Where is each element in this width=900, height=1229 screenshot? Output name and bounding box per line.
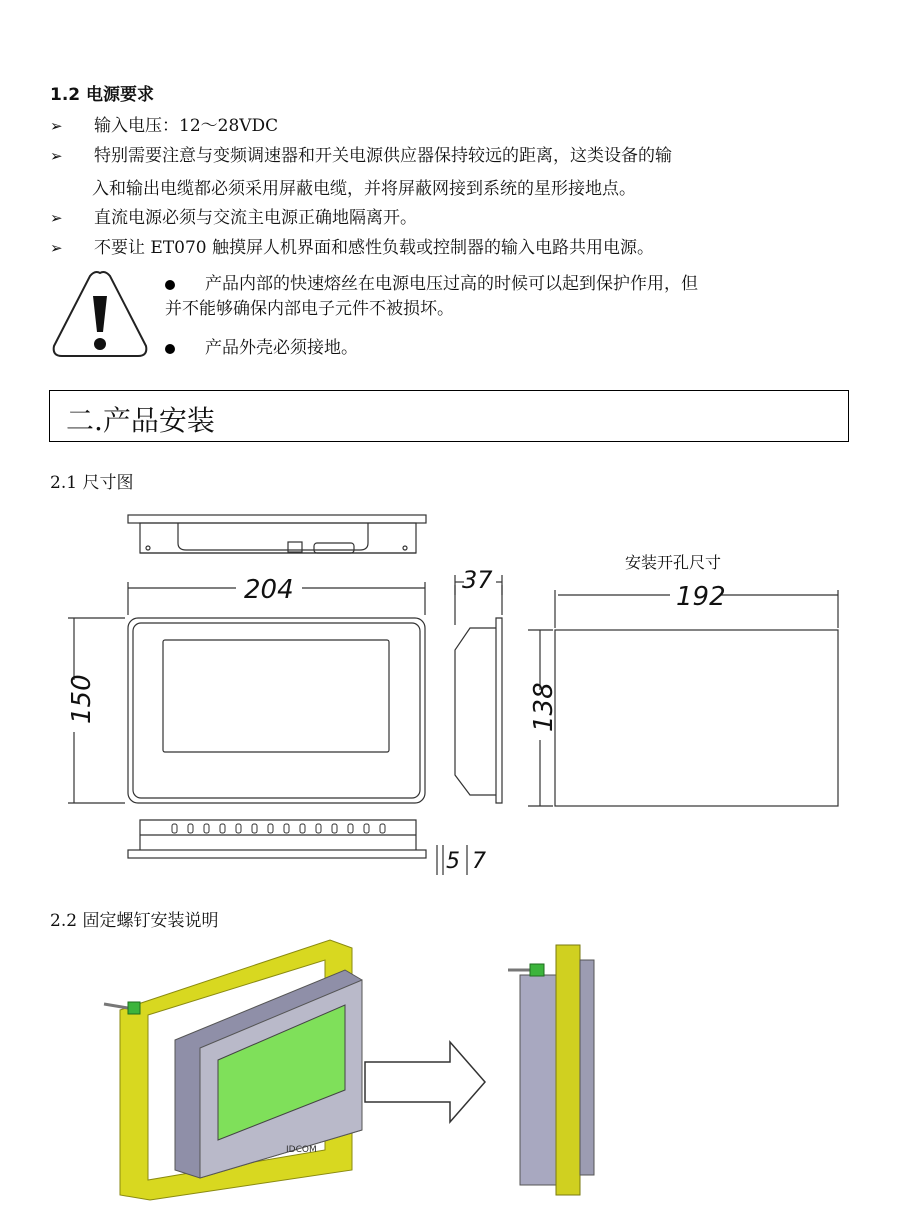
dimension-drawing — [0, 500, 900, 890]
warning-item-2: 产品外壳必须接地。 — [165, 336, 358, 360]
warning-icon — [50, 268, 150, 363]
dim-small-1: 5 — [446, 849, 460, 874]
arrow-bullet-icon: ➢ — [50, 147, 63, 165]
dim-depth-label: 37 — [462, 566, 493, 594]
cutout-label: 安装开孔尺寸 — [625, 553, 722, 572]
warning-item-1-continued: 并不能够确保内部电子元件不被损坏。 — [165, 299, 454, 319]
bullet-dot-icon — [165, 280, 175, 290]
dimension-heading: 2.1 尺寸图 — [50, 473, 134, 493]
warning-item-1: 产品内部的快速熔丝在电源电压过高的时候可以起到保护作用，但 — [165, 272, 698, 296]
bottom-view — [128, 820, 426, 858]
top-view — [128, 515, 426, 553]
bullet-2-continued: 入和输出电缆都必须采用屏蔽电缆，并将屏蔽网接到系统的星形接地点。 — [92, 179, 636, 199]
dim-cut-width-label: 192 — [676, 582, 726, 612]
brand-label: IDCOM — [286, 1145, 317, 1155]
bullet-text: 特别需要注意与变频调速器和开关电源供应器保持较远的距离，这类设备的输 — [94, 146, 672, 166]
arrow-bullet-icon: ➢ — [50, 239, 63, 257]
cutout-view — [528, 590, 838, 806]
installed-side-view — [508, 945, 594, 1195]
bullet-text: 直流电源必须与交流主电源正确地隔离开。 — [94, 208, 417, 228]
screw-heading: 2.2 固定螺钉安装说明 — [50, 911, 219, 931]
arrow-bullet-icon: ➢ — [50, 117, 63, 135]
power-heading: 1.2 电源要求 — [50, 85, 155, 105]
bullet-dot-icon — [165, 344, 175, 354]
bullet-text: 不要让 ET070 触摸屏人机界面和感性负载或控制器的输入电路共用电源。 — [94, 238, 655, 258]
dim-small-2: 7 — [472, 849, 486, 874]
arrow-bullet-icon: ➢ — [50, 209, 63, 227]
dim-width-label: 204 — [244, 575, 294, 605]
right-arrow-icon — [365, 1042, 485, 1122]
bullet-text: 输入电压：12～28VDC — [94, 116, 279, 136]
screw-illustration — [0, 930, 900, 1220]
front-view — [68, 582, 425, 803]
dim-height-label: 150 — [67, 674, 97, 724]
section-title: 二.产品安装 — [66, 404, 215, 437]
dim-cut-height-label: 138 — [529, 682, 559, 732]
side-view — [455, 575, 502, 803]
section-title-box — [49, 390, 849, 442]
